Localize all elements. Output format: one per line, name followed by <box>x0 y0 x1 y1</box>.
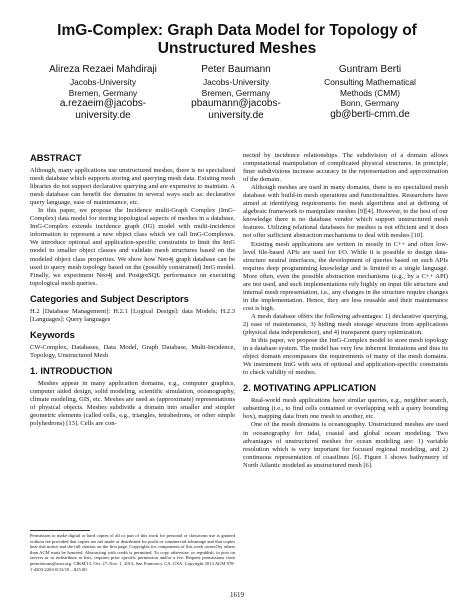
introduction-heading: 1. INTRODUCTION <box>30 364 113 376</box>
author-block <box>0 64 474 140</box>
introduction-paragraph-1: Meshes appear in many application domains, e.g., computer graphics, computer aided design, solid modeling, scientific simulation, oceanography, climate modeling, GIS, etc. Meshes are used as (approximate) representations of physical objects. Meshes subdivide a domain into smaller and simpler geometric elements (called cells, e.g., triangles, tetrahedrons, or other simple polyhedrons) [13]. Cells are con- <box>30 379 235 428</box>
right-paragraph-5: In this paper, we propose the ImG-Complex model to store mesh topology in a database system. The model has very few inherent limitations and thus its object domain encompasses the requirements of many of the mesh domains. We instrument ImG with sets of optional and application-specific constraints to check validity of meshes. <box>243 337 448 377</box>
author-name: Peter Baumann <box>201 64 271 75</box>
right-paragraph-1: nected by incidence relationships. The subdivision of a domain allows computational manipulation of complicated physical structures. In principle, finer subdivisions increase accuracy in the representation and approximation of the domain. <box>243 152 448 184</box>
abstract-paragraph-2: In this paper, we propose the Incidence multi-Graph Complex (ImG-Complex) data model for storing topological aspects of meshes in a database. ImG-Complex extends incidence graph (IG) model with multi-incidence information to represent a new object class which we call ImG-Complexes. We introduce optional and application-specific constraints to limit the ImG model to smaller object classes and validate mesh structures based on the modeled object class properties. We show how Neo4j graph database can be used to query mesh topology based on the (possibly constrained) ImG model. Finally, we experiment Neo4j and PostgreSQL performance on executing topological mesh queries. <box>30 207 235 287</box>
footnote-text: Permission to make digital or hard copies of all or part of this work for personal or classroom use is granted without fee provided that copies are not made or distributed for profit or commercial advantage and that copies bear this notice and the full citation on the first page. Copyrights for components of this work owned by others than ACM must be honored. Abstracting with credit is permitted. To copy otherwise, or republish, to post on servers or to redistribute to lists, requires prior specific permission and/or a fee. Request permissions from permissions@acm.org. CIKM'13, Oct. 27–Nov. 1, 2013, San Francisco, CA, USA. Copyright 2013 ACM 978-1-4503-2263-8/13/10 ...$15.00. <box>30 533 235 572</box>
right-paragraph-2: Although meshes are used in many domains, there is no specialized mesh database with build-in mesh operations and functionalities. Researchers have aimed at identifying requirements for mesh algorithms and at defining of algebraic framework to manipulate meshes [9][4]. However, to the best of our knowledge there is no database vendor which support unstructured mesh features. Utilizing relational databases for meshes is not efficient and it does not offer sufficient abstraction mechanisms to deal with meshes [10]. <box>243 184 448 240</box>
keywords-heading: Keywords <box>30 328 75 340</box>
title-line-2: Unstructured Meshes <box>157 40 317 57</box>
author-3 <box>305 64 435 120</box>
author-2 <box>176 64 296 121</box>
categories-heading: Categories and Subject Descriptors <box>30 292 189 304</box>
keywords-text: CW-Complex, Databases, Data Model, Graph Database, Multi-Incidence, Topology, Unstructured Mesh <box>30 343 235 359</box>
right-paragraph-7: One of the mesh domains is oceanography. Unstructured meshes are used in oceanography for tidal, coastal and global ocean modeling. Two advantages of unstructured meshes for ocean modeling are: 1) variable resolution which is very important for focused regional modeling, and 2) continuous representation of coastlines [6]. Figure 1 shows bathymetry of North Atlantic modeled as unstructured mesh [6]. <box>243 421 448 469</box>
author-affiliation: Consulting Mathematical <box>324 77 416 87</box>
author-email[interactable]: a.rezaeim@jacobs- <box>59 98 147 109</box>
paper-title <box>0 22 474 58</box>
author-affiliation: Jacobs-University <box>69 77 137 87</box>
author-1 <box>38 64 168 121</box>
author-email[interactable]: gb@berti-cmm.de <box>330 108 410 120</box>
right-paragraph-3: Existing mesh applications are written in mostly in C++ and often low-level file-based APIs are used for I/O. While it is possible to design data-structure neutral interfaces, the development of queries based on such APIs requires deep programming knowledge and is limited to a single language. More often, even the possible abstraction mechanisms (e.g., by a C++ API) are not used, and such implementations rely highly on input file structure and internal mesh representation, i.e., any changes in the structure require changes in the implementation. Hence, they are less reusable and their maintenance cost is high. <box>243 240 448 312</box>
author-location: Bonn, Germany <box>340 98 400 108</box>
author-affiliation: Jacobs-University <box>202 77 270 87</box>
motivating-heading: 2. MOTIVATING APPLICATION <box>243 382 376 394</box>
copyright-footnote <box>30 530 235 572</box>
page-number: 1619 <box>230 591 244 599</box>
right-paragraph-4: A mesh database offers the following advantages: 1) declarative querying, 2) ease of maintenance, 3) hiding mesh storage structure from applications (physical data independence), and 4) transparent query optimization. <box>243 312 448 337</box>
right-column <box>243 152 448 470</box>
left-column <box>30 152 235 428</box>
author-email-cont[interactable]: university.de <box>75 109 131 121</box>
author-name: Guntram Berti <box>338 64 402 75</box>
author-email-cont[interactable]: university.de <box>208 109 264 121</box>
right-paragraph-6: Real-world mesh applications have similar queries, e.g., neighbor search, subsetting (i.e., to find cells contained or overlapping with a query bounding box), mapping data from one mesh to another, etc. <box>243 397 448 421</box>
author-location: Bremen, Germany <box>68 87 138 98</box>
footnote-rule <box>30 530 90 531</box>
author-email[interactable]: pbaumann@jacobs- <box>191 98 281 109</box>
title-line-1: ImG-Complex: Graph Data Model for Topology of <box>57 22 417 39</box>
author-location: Bremen, Germany <box>201 87 271 98</box>
author-affiliation-cont: Methods (CMM) <box>339 87 401 98</box>
abstract-paragraph-1: Although, many applications use unstructured meshes, there is no specialized mesh database which supports storing and querying mesh data. Existing mesh libraries do not support declarative querying and are expensive to maintain. A mesh database can benefit the domains in several ways such as: declarative query language, ease of maintenance, etc. <box>30 167 235 207</box>
abstract-heading: ABSTRACT <box>30 152 82 163</box>
categories-text: H.2 [Database Management]: H.2.1 [Logical Design]: data Models; H.2.3 [Languages]: Query languages <box>30 307 235 323</box>
author-name: Alireza Rezaei Mahdiraji <box>49 64 157 75</box>
